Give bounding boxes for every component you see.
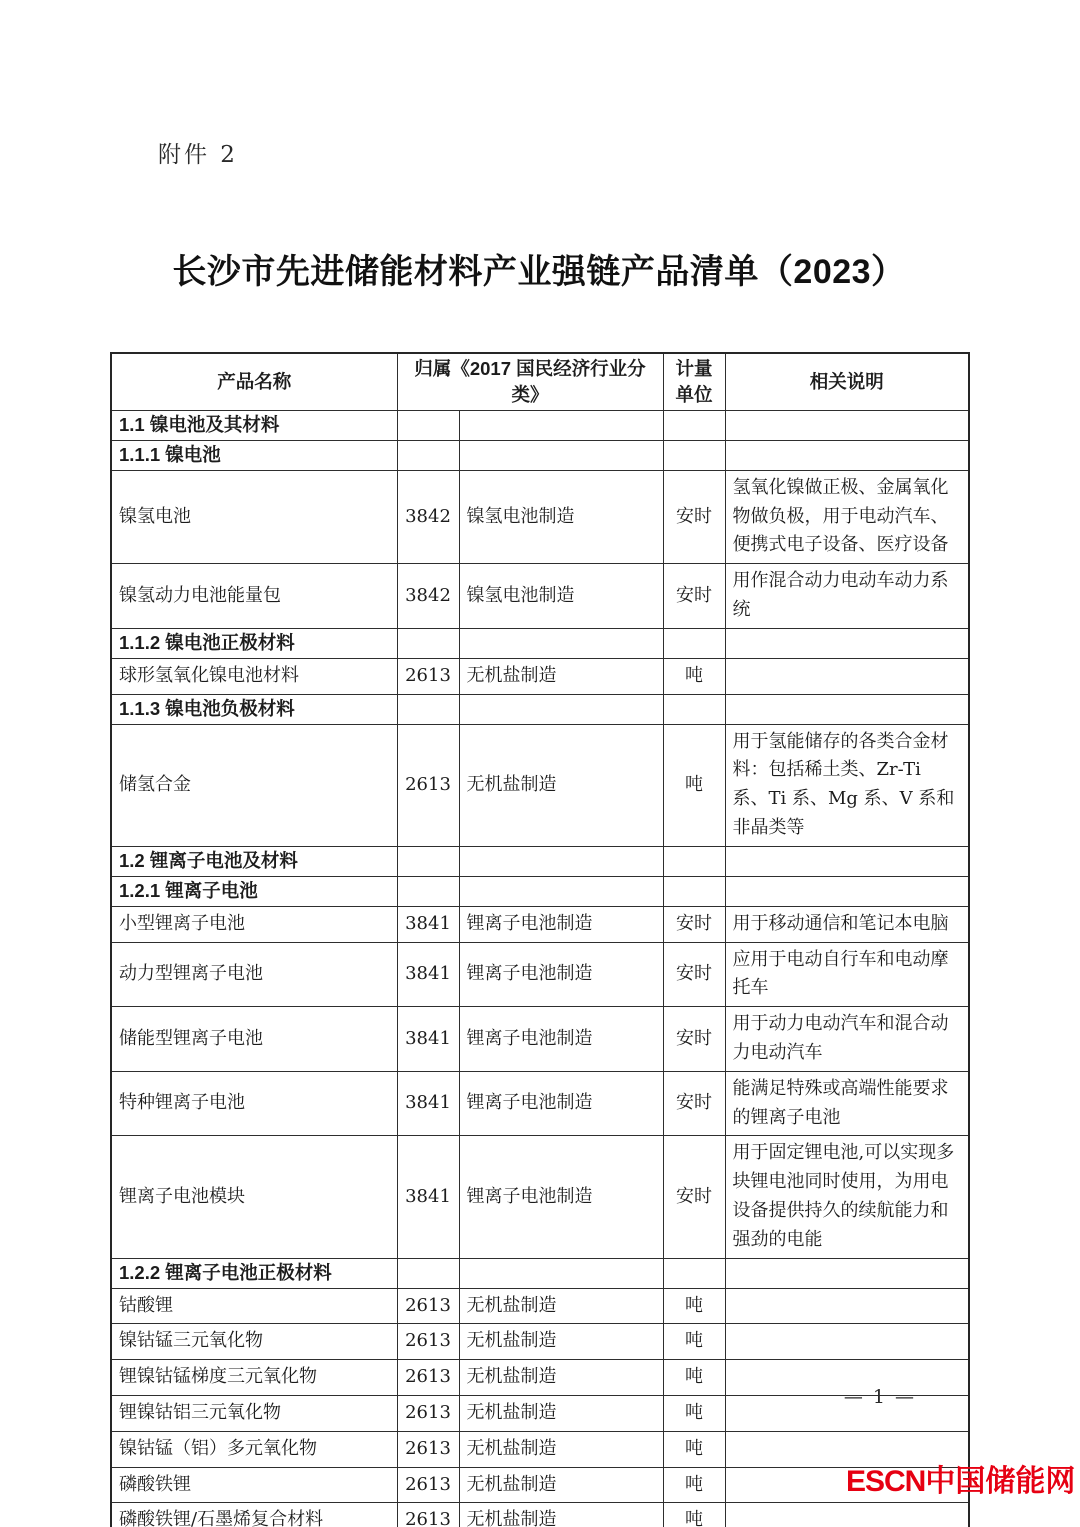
page-title: 长沙市先进储能材料产业强链产品清单（2023） [172, 253, 906, 291]
industry-code-cell [397, 1258, 459, 1288]
unit-cell [663, 694, 725, 724]
escn-logo [846, 1467, 1075, 1497]
escn-logo-latin: ESCN [846, 1465, 926, 1498]
unit-cell: 吨 [663, 1360, 725, 1396]
industry-code-cell [397, 440, 459, 470]
product-name-cell: 镍钴锰（铝）多元氧化物 [111, 1431, 397, 1467]
table-row [111, 470, 969, 563]
industry-name-cell [459, 410, 663, 440]
description-cell [725, 1503, 969, 1527]
table-row [111, 1007, 969, 1072]
industry-code-cell: 2613 [397, 658, 459, 694]
section-row [111, 1258, 969, 1288]
description-cell: 用于移动通信和笔记本电脑 [725, 906, 969, 942]
industry-code-cell: 3841 [397, 1136, 459, 1258]
product-name-cell: 镍氢动力电池能量包 [111, 564, 397, 629]
description-cell: 用作混合动力电动车动力系统 [725, 564, 969, 629]
description-cell: 氢氧化镍做正极、金属氧化物做负极，用于电动汽车、便携式电子设备、医疗设备 [725, 470, 969, 563]
industry-name-cell: 无机盐制造 [459, 724, 663, 846]
industry-code-cell [397, 846, 459, 876]
industry-name-cell: 无机盐制造 [459, 1503, 663, 1527]
unit-cell: 吨 [663, 1503, 725, 1527]
unit-cell: 吨 [663, 658, 725, 694]
product-name-cell: 储氢合金 [111, 724, 397, 846]
product-name-cell: 小型锂离子电池 [111, 906, 397, 942]
table-row [111, 1136, 969, 1258]
unit-cell: 安时 [663, 470, 725, 563]
industry-name-cell: 锂离子电池制造 [459, 1007, 663, 1072]
product-name-cell: 储能型锂离子电池 [111, 1007, 397, 1072]
description-cell [725, 1324, 969, 1360]
industry-code-cell [397, 876, 459, 906]
table-row [111, 1324, 969, 1360]
product-name-cell: 锂镍钴铝三元氧化物 [111, 1395, 397, 1431]
section-title-cell: 1.2.2 锂离子电池正极材料 [111, 1258, 397, 1288]
industry-code-cell: 2613 [397, 1324, 459, 1360]
description-cell [725, 876, 969, 906]
description-cell [725, 628, 969, 658]
section-row [111, 694, 969, 724]
table-row [111, 1071, 969, 1136]
page-number: — 1 — [843, 1386, 916, 1408]
table-row [111, 942, 969, 1007]
industry-name-cell [459, 846, 663, 876]
unit-cell [663, 846, 725, 876]
industry-name-cell: 镍氢电池制造 [459, 564, 663, 629]
industry-code-cell: 2613 [397, 1360, 459, 1396]
product-name-cell: 锂镍钴锰梯度三元氧化物 [111, 1360, 397, 1396]
header-description: 相关说明 [725, 353, 969, 410]
unit-cell [663, 876, 725, 906]
industry-code-cell: 2613 [397, 1431, 459, 1467]
product-name-cell: 球形氢氧化镍电池材料 [111, 658, 397, 694]
product-name-cell: 镍钴锰三元氧化物 [111, 1324, 397, 1360]
header-industry-classification: 归属《2017 国民经济行业分类》 [397, 353, 663, 410]
description-cell [725, 658, 969, 694]
industry-code-cell: 2613 [397, 1395, 459, 1431]
product-list-table [110, 352, 970, 1527]
section-title-cell: 1.1.2 镍电池正极材料 [111, 628, 397, 658]
section-row [111, 440, 969, 470]
unit-cell [663, 410, 725, 440]
industry-name-cell: 镍氢电池制造 [459, 470, 663, 563]
section-row [111, 846, 969, 876]
description-cell: 用于动力电动汽车和混合动力电动汽车 [725, 1007, 969, 1072]
product-name-cell: 锂离子电池模块 [111, 1136, 397, 1258]
description-cell: 应用于电动自行车和电动摩托车 [725, 942, 969, 1007]
product-name-cell: 镍氢电池 [111, 470, 397, 563]
unit-cell: 吨 [663, 1324, 725, 1360]
unit-cell: 吨 [663, 1395, 725, 1431]
product-name-cell: 磷酸铁锂/石墨烯复合材料 [111, 1503, 397, 1527]
industry-code-cell: 3841 [397, 1071, 459, 1136]
industry-name-cell: 锂离子电池制造 [459, 1071, 663, 1136]
description-cell [725, 694, 969, 724]
section-row [111, 876, 969, 906]
section-row [111, 410, 969, 440]
section-title-cell: 1.1.1 镍电池 [111, 440, 397, 470]
industry-name-cell: 无机盐制造 [459, 1288, 663, 1324]
industry-code-cell: 2613 [397, 1503, 459, 1527]
unit-cell: 吨 [663, 1288, 725, 1324]
industry-name-cell: 无机盐制造 [459, 1431, 663, 1467]
industry-name-cell: 无机盐制造 [459, 658, 663, 694]
unit-cell: 吨 [663, 724, 725, 846]
industry-code-cell: 3842 [397, 564, 459, 629]
industry-code-cell: 2613 [397, 1467, 459, 1503]
product-name-cell: 动力型锂离子电池 [111, 942, 397, 1007]
industry-code-cell: 2613 [397, 724, 459, 846]
table-row [111, 658, 969, 694]
industry-name-cell: 无机盐制造 [459, 1467, 663, 1503]
industry-name-cell: 锂离子电池制造 [459, 1136, 663, 1258]
industry-name-cell: 无机盐制造 [459, 1324, 663, 1360]
description-cell [725, 846, 969, 876]
header-unit: 计量单位 [663, 353, 725, 410]
industry-name-cell [459, 694, 663, 724]
product-name-cell: 特种锂离子电池 [111, 1071, 397, 1136]
unit-cell [663, 628, 725, 658]
industry-name-cell [459, 628, 663, 658]
description-cell: 能满足特殊或高端性能要求的锂离子电池 [725, 1071, 969, 1136]
industry-code-cell [397, 410, 459, 440]
industry-code-cell [397, 628, 459, 658]
description-cell: 用于氢能储存的各类合金材料：包括稀土类、Zr-Ti 系、Ti 系、Mg 系、V 系和非晶类等 [725, 724, 969, 846]
industry-name-cell [459, 876, 663, 906]
product-name-cell: 磷酸铁锂 [111, 1467, 397, 1503]
table-row [111, 906, 969, 942]
unit-cell: 吨 [663, 1431, 725, 1467]
description-cell [725, 410, 969, 440]
industry-code-cell: 3841 [397, 906, 459, 942]
industry-code-cell: 3841 [397, 1007, 459, 1072]
unit-cell: 安时 [663, 1136, 725, 1258]
table-row [111, 1503, 969, 1527]
industry-code-cell [397, 694, 459, 724]
unit-cell: 安时 [663, 942, 725, 1007]
description-cell [725, 1431, 969, 1467]
table-row [111, 724, 969, 846]
industry-name-cell: 无机盐制造 [459, 1395, 663, 1431]
industry-name-cell: 锂离子电池制造 [459, 906, 663, 942]
escn-logo-chinese: 中国储能网 [925, 1465, 1076, 1498]
section-title-cell: 1.1.3 镍电池负极材料 [111, 694, 397, 724]
product-name-cell: 钴酸锂 [111, 1288, 397, 1324]
description-cell [725, 440, 969, 470]
section-title-cell: 1.2.1 锂离子电池 [111, 876, 397, 906]
unit-cell: 安时 [663, 1007, 725, 1072]
industry-name-cell [459, 440, 663, 470]
section-title-cell: 1.1 镍电池及其材料 [111, 410, 397, 440]
table-row [111, 1467, 969, 1503]
description-cell [725, 1288, 969, 1324]
header-product-name: 产品名称 [111, 353, 397, 410]
unit-cell [663, 440, 725, 470]
table-row [111, 1288, 969, 1324]
description-cell [725, 1258, 969, 1288]
industry-code-cell: 3842 [397, 470, 459, 563]
description-cell: 用于固定锂电池,可以实现多块锂电池同时使用，为用电设备提供持久的续航能力和强劲的电能 [725, 1136, 969, 1258]
industry-code-cell: 3841 [397, 942, 459, 1007]
unit-cell: 吨 [663, 1467, 725, 1503]
section-row [111, 628, 969, 658]
industry-name-cell [459, 1258, 663, 1288]
unit-cell: 安时 [663, 564, 725, 629]
attachment-label: 附件 2 [158, 142, 238, 168]
unit-cell: 安时 [663, 906, 725, 942]
unit-cell [663, 1258, 725, 1288]
industry-name-cell: 锂离子电池制造 [459, 942, 663, 1007]
section-title-cell: 1.2 锂离子电池及材料 [111, 846, 397, 876]
industry-name-cell: 无机盐制造 [459, 1360, 663, 1396]
unit-cell: 安时 [663, 1071, 725, 1136]
table-header-row [111, 353, 969, 410]
industry-code-cell: 2613 [397, 1288, 459, 1324]
table-row [111, 564, 969, 629]
table-row [111, 1431, 969, 1467]
